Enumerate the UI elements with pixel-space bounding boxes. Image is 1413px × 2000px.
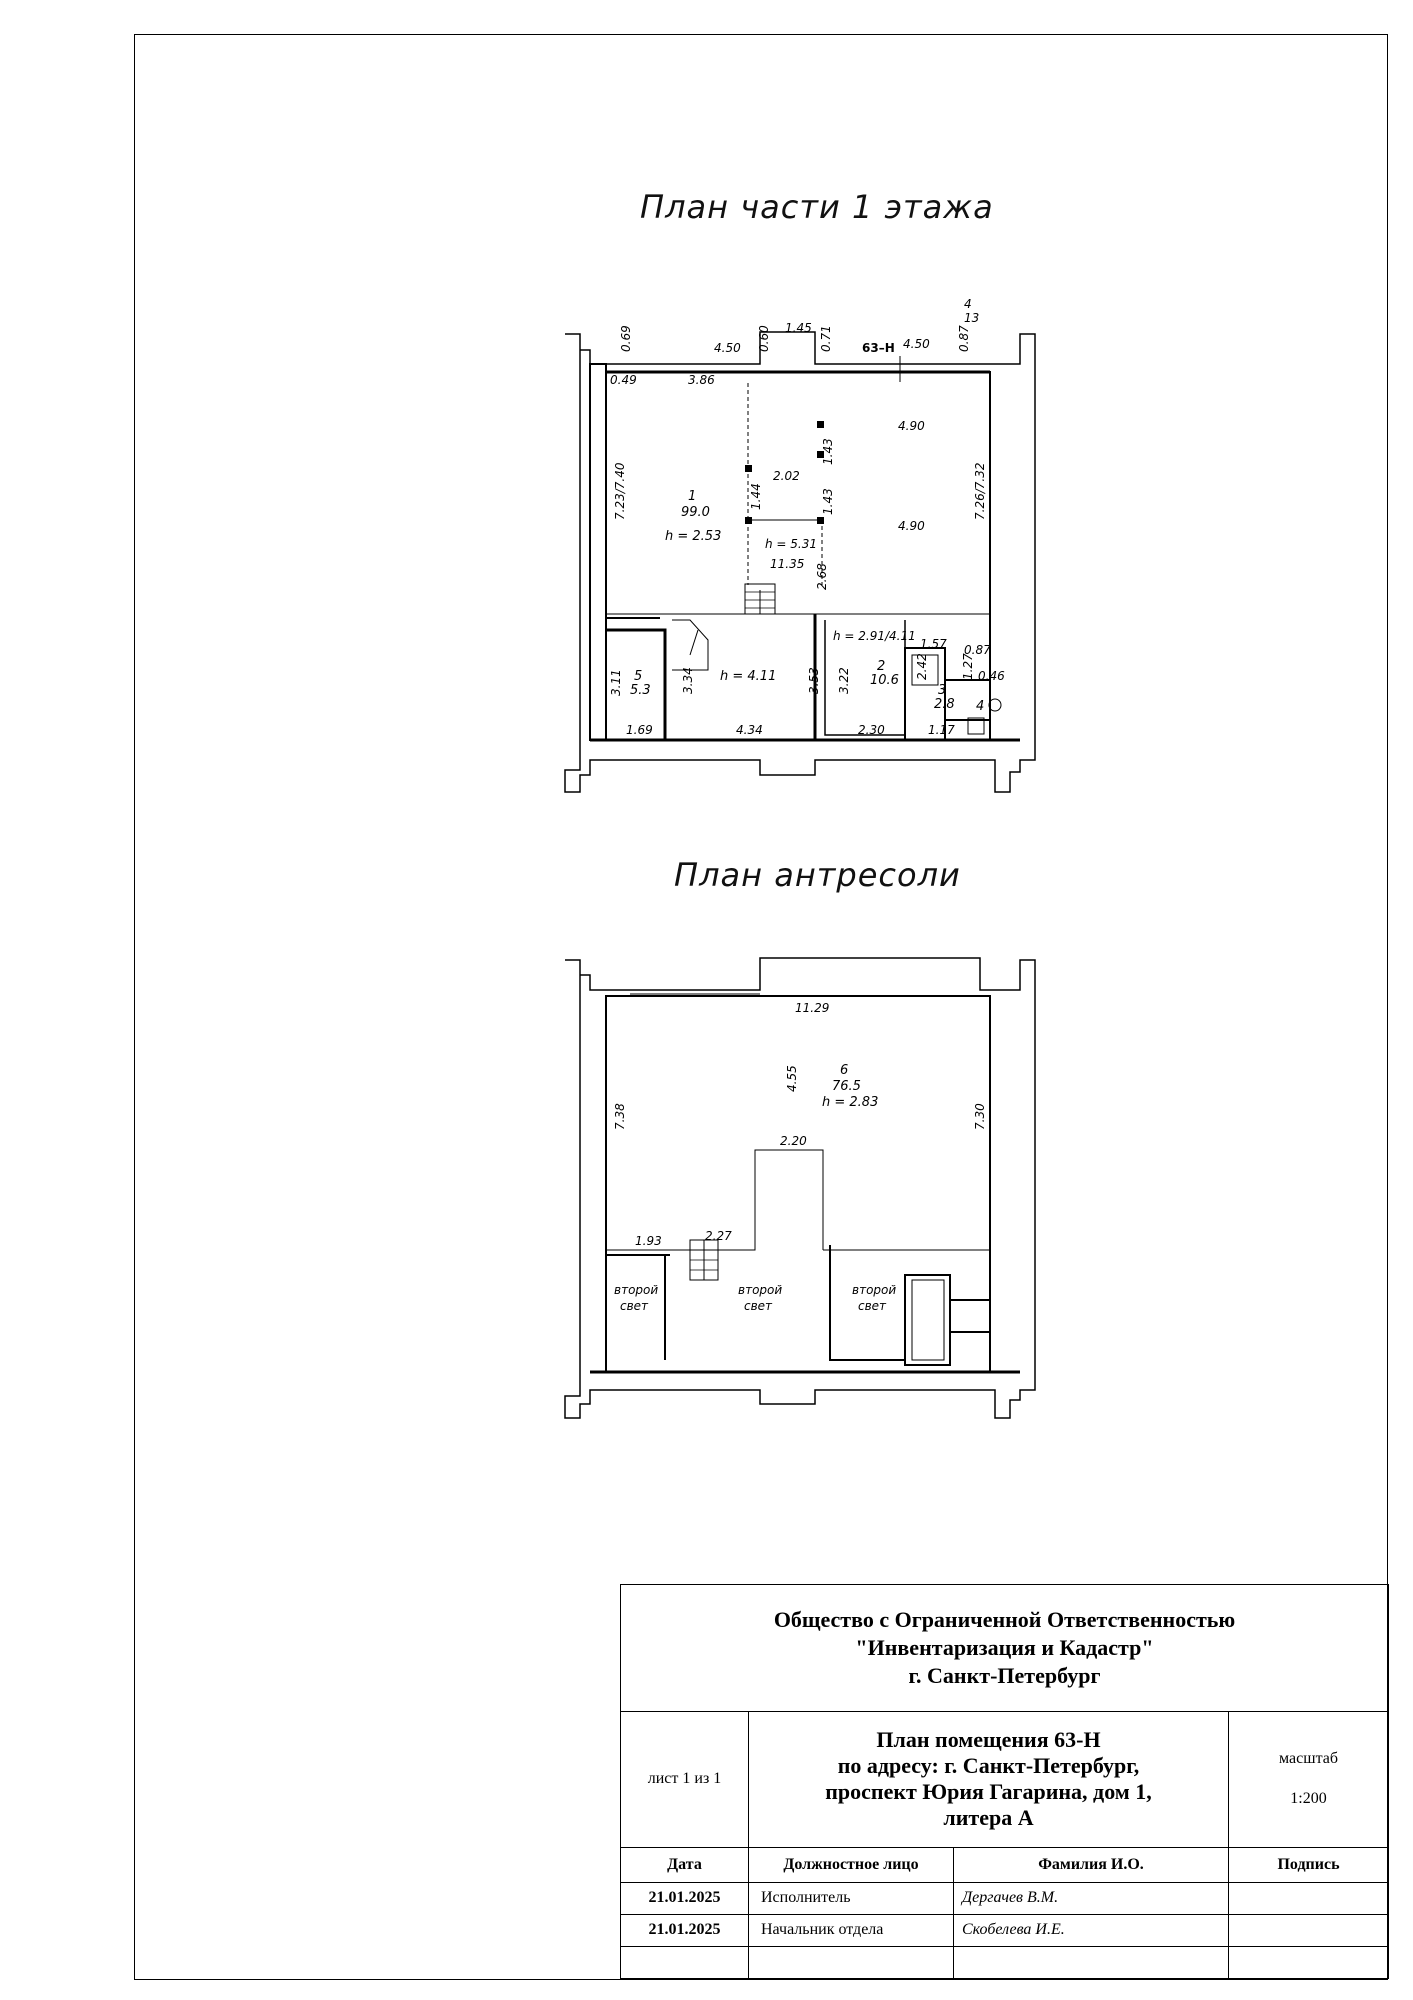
svg-text:3.11: 3.11: [609, 669, 623, 696]
svg-text:2.27: 2.27: [705, 1229, 732, 1243]
row2-date: 21.01.2025: [621, 1914, 749, 1946]
plan2-labels: [613, 1001, 987, 1313]
svg-text:10.6: 10.6: [870, 673, 899, 688]
header-sign: Подпись: [1229, 1847, 1389, 1882]
row1-position: Исполнитель: [749, 1882, 954, 1914]
header-name: Фамилия И.О.: [954, 1847, 1229, 1882]
svg-text:второй: второй: [614, 1283, 659, 1297]
svg-text:4.90: 4.90: [898, 419, 925, 433]
svg-text:1.45: 1.45: [785, 321, 812, 335]
plan-line3: проспект Юрия Гагарина, дом 1,: [825, 1779, 1152, 1805]
svg-text:0.87: 0.87: [957, 325, 971, 352]
plan-description-cell: [749, 1712, 1229, 1847]
svg-text:1.69: 1.69: [626, 723, 653, 737]
title-block: [620, 1584, 1389, 1979]
svg-text:1: 1: [688, 489, 697, 504]
plan1-title: План части 1 этажа: [640, 188, 994, 226]
svg-text:5.3: 5.3: [630, 683, 651, 698]
row1-name: Дергачев В.М.: [954, 1882, 1229, 1914]
svg-text:99.0: 99.0: [681, 505, 710, 520]
sheet-cell: лист 1 из 1: [621, 1712, 749, 1847]
svg-text:2.02: 2.02: [773, 469, 800, 483]
svg-text:11.35: 11.35: [770, 557, 805, 571]
svg-text:1.43: 1.43: [821, 488, 835, 515]
org-line2: "Инвентаризация и Кадастр": [855, 1635, 1154, 1661]
svg-text:4.50: 4.50: [714, 341, 741, 355]
svg-text:2.8: 2.8: [934, 697, 955, 712]
plan2-title: План антресоли: [674, 856, 961, 894]
svg-text:4.55: 4.55: [785, 1065, 799, 1092]
organization-cell: [621, 1585, 1389, 1712]
header-position: Должностное лицо: [749, 1847, 954, 1882]
svg-text:4: 4: [964, 297, 972, 311]
row3-sign: [1229, 1946, 1389, 1978]
header-date: Дата: [621, 1847, 749, 1882]
svg-text:2.42: 2.42: [915, 653, 929, 680]
svg-text:свет: свет: [858, 1299, 887, 1313]
svg-text:h = 5.31: h = 5.31: [765, 537, 818, 551]
svg-text:7.30: 7.30: [973, 1103, 987, 1130]
svg-text:свет: свет: [744, 1299, 773, 1313]
svg-text:1.27: 1.27: [961, 653, 975, 680]
svg-text:0.87: 0.87: [964, 643, 991, 657]
row3-date: [621, 1946, 749, 1978]
org-line1: Общество с Ограниченной Ответственностью: [773, 1607, 1236, 1633]
svg-text:76.5: 76.5: [832, 1079, 861, 1094]
svg-text:0.49: 0.49: [610, 373, 637, 387]
svg-text:h = 4.11: h = 4.11: [720, 669, 777, 684]
row1-sign: [1229, 1882, 1389, 1914]
svg-text:h = 2.83: h = 2.83: [822, 1095, 879, 1110]
svg-text:3.53: 3.53: [807, 667, 821, 694]
svg-text:второй: второй: [738, 1283, 783, 1297]
svg-text:3.86: 3.86: [688, 373, 715, 387]
row3-position: [749, 1946, 954, 1978]
row2-name: Скобелева И.Е.: [954, 1914, 1229, 1946]
row2-sign: [1229, 1914, 1389, 1946]
svg-text:0.46: 0.46: [978, 669, 1005, 683]
svg-text:0.71: 0.71: [819, 325, 833, 352]
svg-text:7.26/7.32: 7.26/7.32: [973, 462, 987, 520]
plan2-drawing: [565, 958, 1035, 1418]
svg-text:4.50: 4.50: [903, 337, 930, 351]
svg-text:1.43: 1.43: [821, 438, 835, 465]
row3-name: [954, 1946, 1229, 1978]
plan-line1: План помещения 63-Н: [876, 1727, 1101, 1753]
svg-text:4.90: 4.90: [898, 519, 925, 533]
svg-text:7.23/7.40: 7.23/7.40: [613, 462, 627, 520]
svg-text:2.20: 2.20: [780, 1134, 807, 1148]
svg-text:2: 2: [877, 659, 886, 674]
row1-date: 21.01.2025: [621, 1882, 749, 1914]
svg-text:7.38: 7.38: [613, 1103, 627, 1130]
svg-text:h = 2.91/4.11: h = 2.91/4.11: [833, 629, 916, 643]
svg-text:второй: второй: [852, 1283, 897, 1297]
plan-line4: литера А: [943, 1805, 1034, 1831]
svg-text:2.30: 2.30: [858, 723, 885, 737]
svg-text:63–Н: 63–Н: [862, 341, 895, 355]
svg-text:2.68: 2.68: [815, 563, 829, 590]
svg-text:свет: свет: [620, 1299, 649, 1313]
svg-text:h = 2.53: h = 2.53: [665, 529, 722, 544]
svg-text:0.69: 0.69: [619, 325, 633, 352]
svg-text:6: 6: [840, 1063, 849, 1078]
svg-text:13: 13: [964, 311, 980, 325]
scale-cell: [1229, 1712, 1389, 1847]
svg-text:1.17: 1.17: [928, 723, 955, 737]
svg-text:0.60: 0.60: [757, 325, 771, 352]
scale-value: 1:200: [1290, 1790, 1327, 1808]
svg-text:4.34: 4.34: [736, 723, 763, 737]
svg-text:1.93: 1.93: [635, 1234, 662, 1248]
svg-text:11.29: 11.29: [795, 1001, 830, 1015]
svg-text:3.34: 3.34: [681, 667, 695, 694]
org-line3: г. Санкт-Петербург: [908, 1663, 1101, 1689]
svg-text:1.44: 1.44: [749, 483, 763, 510]
svg-text:4: 4: [976, 699, 985, 714]
row2-position: Начальник отдела: [749, 1914, 954, 1946]
scale-label: масштаб: [1279, 1750, 1338, 1768]
svg-text:3: 3: [938, 683, 947, 698]
svg-text:5: 5: [634, 669, 643, 684]
svg-text:3.22: 3.22: [837, 667, 851, 694]
plan-line2: по адресу: г. Санкт-Петербург,: [837, 1753, 1140, 1779]
svg-text:1.57: 1.57: [920, 637, 947, 651]
